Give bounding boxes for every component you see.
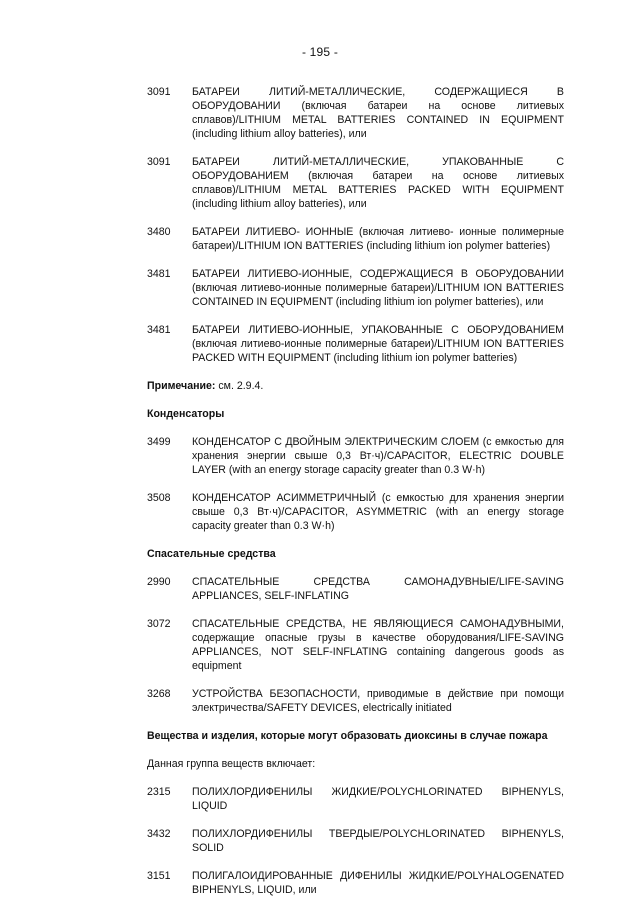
un-number: 3481	[147, 268, 171, 280]
entry-description: СПАСАТЕЛЬНЫЕ СРЕДСТВА САМОНАДУВНЫЕ/LIFE-SAVING APPLIANCES, SELF-INFLATING	[192, 576, 564, 602]
entry-description: КОНДЕНСАТОР С ДВОЙНЫМ ЭЛЕКТРИЧЕСКИМ СЛОЕМ (с емкостью для хранения энергии свыше 0,3 Вт·ч)/CAPACITOR, ELECTRIC DOUBLE LAYER (with an energy storage capacity greater than 0.3 W·h)	[192, 436, 564, 476]
entry-description: ПОЛИХЛОРДИФЕНИЛЫ ЖИДКИЕ/POLYCHLORINATED BIPHENYLS, LIQUID	[192, 786, 564, 812]
entry-description: УСТРОЙСТВА БЕЗОПАСНОСТИ, приводимые в действие при помощи электричества/SAFETY DEVICES, electrically initiated	[192, 688, 564, 714]
list-item-un-3072	[147, 617, 564, 673]
note-paragraph	[147, 379, 564, 393]
list-item-un-3481-packed	[147, 323, 564, 365]
un-number: 2990	[147, 576, 171, 588]
section-heading-dioxins: Вещества и изделия, которые могут образовать диоксины в случае пожара	[147, 730, 548, 742]
un-number: 3091	[147, 156, 171, 168]
section-heading-capacitors: Конденсаторы	[147, 408, 225, 420]
entry-description: БАТАРЕИ ЛИТИЕВО-ИОННЫЕ, УПАКОВАННЫЕ С ОБОРУДОВАНИЕМ (включая литиево-ионные полимерные батареи)/LITHIUM ION BATTERIES PACKED WITH EQUIPMENT (including lithium ion polymer batteries)	[192, 324, 564, 364]
entry-description: БАТАРЕИ ЛИТИЕВО-ИОННЫЕ, СОДЕРЖАЩИЕСЯ В ОБОРУДОВАНИИ (включая литиево-ионные полимерные батареи)/LITHIUM ION BATTERIES CONTAINED IN EQUIPMENT (including lithium ion polymer batteries), или	[192, 268, 564, 308]
list-item-un-3499	[147, 435, 564, 477]
page-number: - 195 -	[301, 45, 339, 59]
un-number: 3481	[147, 324, 171, 336]
note-text: см. 2.9.4.	[215, 380, 264, 392]
un-number: 3151	[147, 870, 171, 882]
list-item-un-3268	[147, 687, 564, 715]
entry-description: БАТАРЕИ ЛИТИЙ-МЕТАЛЛИЧЕСКИЕ, СОДЕРЖАЩИЕСЯ В ОБОРУДОВАНИИ (включая батареи на основе литиевых сплавов)/LITHIUM METAL BATTERIES CONTAINED IN EQUIPMENT (including lithium alloy batteries), или	[192, 86, 564, 140]
list-item-un-3432	[147, 827, 564, 855]
un-number: 3508	[147, 492, 171, 504]
un-number: 3268	[147, 688, 171, 700]
list-item-un-2990	[147, 575, 564, 603]
section-heading-life-saving: Спасательные средства	[147, 548, 276, 560]
intro-paragraph: Данная группа веществ включает:	[147, 758, 316, 770]
entry-description: БАТАРЕИ ЛИТИЕВО- ИОННЫЕ (включая литиево- ионные полимерные батареи)/LITHIUM ION BATTERIES (including lithium ion polymer batteries)	[192, 226, 564, 252]
un-number: 3091	[147, 86, 171, 98]
un-number: 3480	[147, 226, 171, 238]
entry-description: ПОЛИГАЛОИДИРОВАННЫЕ ДИФЕНИЛЫ ЖИДКИЕ/POLYHALOGENATED BIPHENYLS, LIQUID, или	[192, 870, 564, 896]
note-label: Примечание:	[147, 380, 216, 392]
un-number: 3499	[147, 436, 171, 448]
un-number: 3432	[147, 828, 171, 840]
list-item-un-3480	[147, 225, 564, 253]
list-item-un-3091-contained	[147, 85, 564, 141]
document-body	[147, 85, 564, 897]
list-item-un-3091-packed	[147, 155, 564, 211]
entry-description: КОНДЕНСАТОР АСИММЕТРИЧНЫЙ (с емкостью для хранения энергии свыше 0,3 Вт·ч)/CAPACITOR, ASYMMETRIC (with an energy storage capacity greater than 0.3 W·h)	[192, 492, 564, 532]
list-item-un-3481-contained	[147, 267, 564, 309]
un-number: 3072	[147, 618, 171, 630]
list-item-un-3151	[147, 869, 564, 897]
un-number: 2315	[147, 786, 171, 798]
list-item-un-3508	[147, 491, 564, 533]
entry-description: ПОЛИХЛОРДИФЕНИЛЫ ТВЕРДЫЕ/POLYCHLORINATED BIPHENYLS, SOLID	[192, 828, 564, 854]
entry-description: СПАСАТЕЛЬНЫЕ СРЕДСТВА, НЕ ЯВЛЯЮЩИЕСЯ САМОНАДУВНЫМИ, содержащие опасные грузы в качестве оборудования/LIFE-SAVING APPLIANCES, NOT SELF-INFLATING containing dangerous goods as equipment	[192, 618, 564, 672]
entry-description: БАТАРЕИ ЛИТИЙ-МЕТАЛЛИЧЕСКИЕ, УПАКОВАННЫЕ С ОБОРУДОВАНИЕМ (включая батареи на основе литиевых сплавов)/LITHIUM METAL BATTERIES PACKED WITH EQUIPMENT (including lithium alloy batteries), или	[192, 156, 564, 210]
list-item-un-2315	[147, 785, 564, 813]
